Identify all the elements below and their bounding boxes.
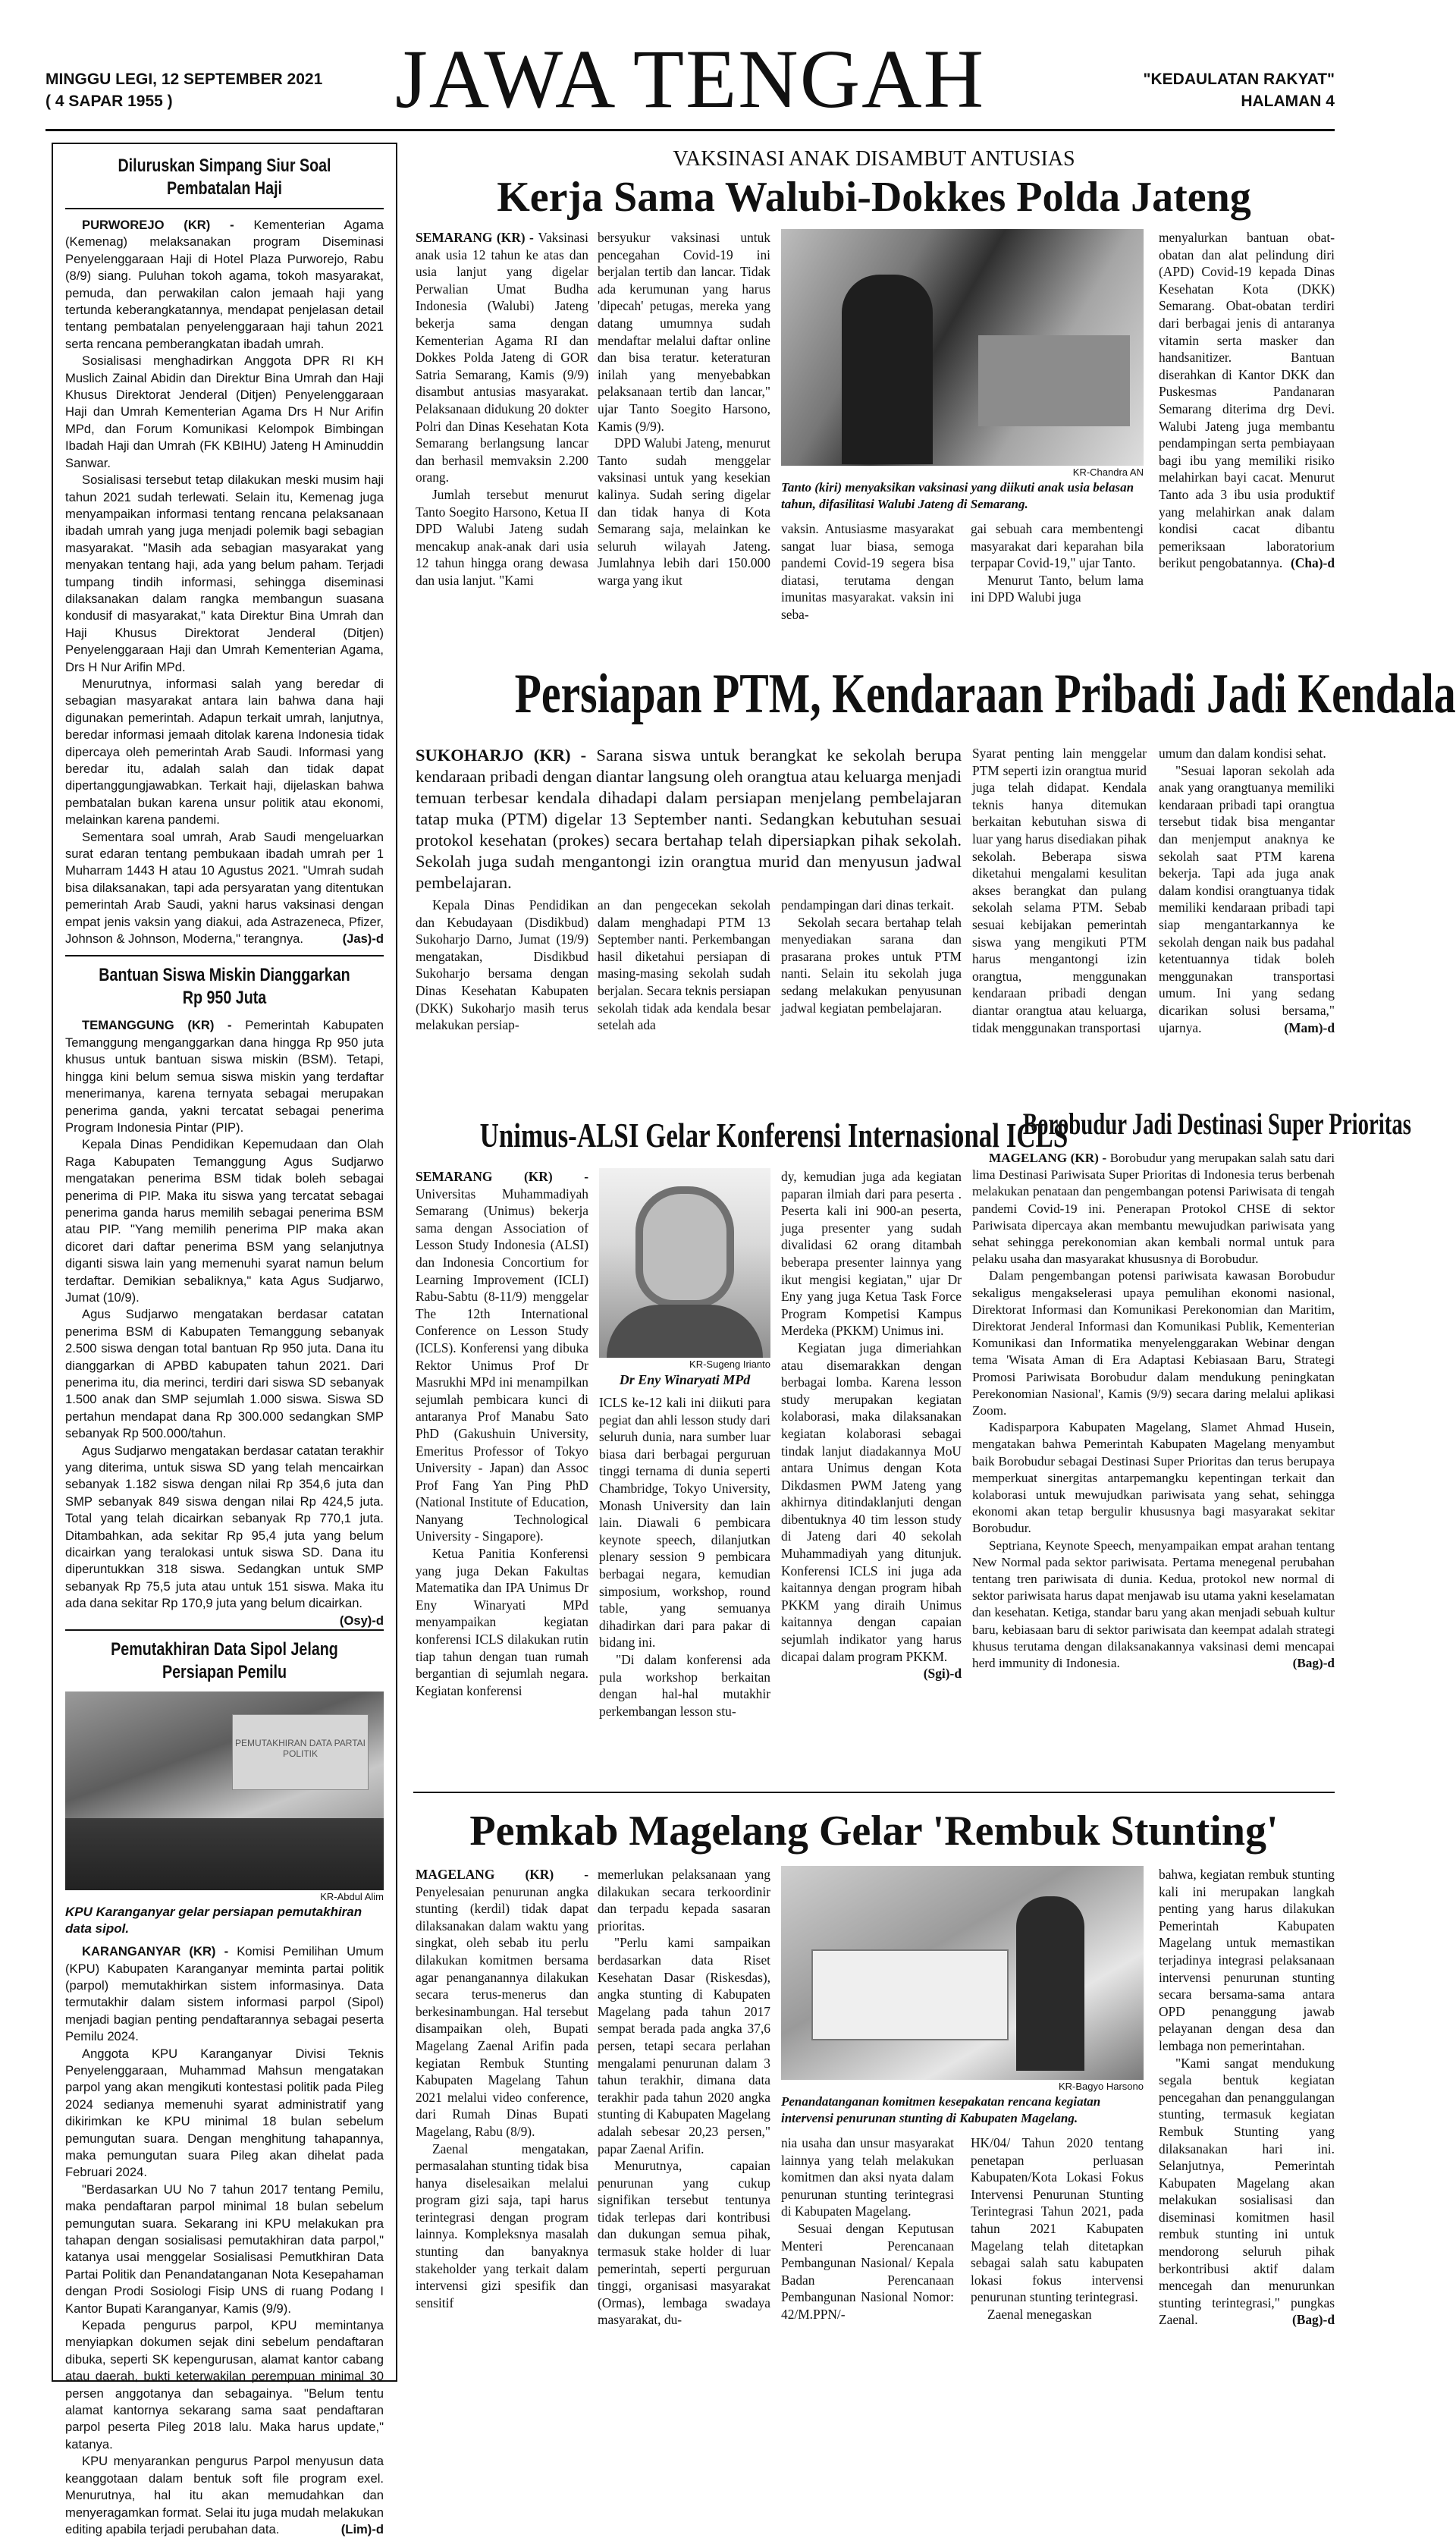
story-bsm-headline: Bantuan Siswa Miskin Dianggarkan Rp 950 Juta [99, 965, 350, 1009]
masthead-date-hijri: ( 4 SAPAR 1955 ) [46, 93, 173, 110]
story-bsm-para: TEMANGGUNG (KR) - Pemerintah Kabupaten Temanggung menganggarkan dana hingga Rp 950 juta khusus untuk bantuan siswa miskin (BSM). Tetapi, hingga kini belum semua siswa miskin yang terdaftar menerimanya, karena ternyata sebagai merupakan penerima ganda, yakni tercatat sebagai penerima Program Indonesia Pintar (PIP). [65, 1018, 384, 1135]
photo-banner: PEMUTAKHIRAN DATA PARTAI POLITIK [232, 1714, 369, 1790]
story-sipol [65, 1638, 384, 2538]
stunting-col-3: nia usaha dan unsur masyarakat lainnya yang telah melakukan komitmen dan aksi nyata dalam penurunan stunting terintegrasi di Kabupaten Magelang. Sesuai dengan Keputusan Menteri Perencanaan Pembangunan Nasional/ Kepala Badan Perencanaan Pembangunan Nasional Nomor: 42/M.PPN/- [781, 2135, 954, 2322]
stunting-col-1: MAGELANG (KR) - Penyelesaian penurunan angka stunting (kerdil) tidak dapat dilaksanakan dalam waktu yang singkat, oleh sebab itu perlu dilakukan komitmen bersama agar penanganannya dilakukan secara terus-menerus dan berkesinambungan. Hal tersebut disampaikan oleh, Bupati Magelang Zaenal Arifin pada kegiatan Rembuk Stunting Kabupaten Magelang Tahun 2021 melalui video conference, dari Rumah Dinas Bupati Magelang, Rabu (8/9). Zaenal mengatakan, permasalahan stunting tidak bisa hanya diselesaikan melalui program gizi saja, tapi harus terintegrasi dengan program lainnya. Kompleksnya masalah stunting dan banyaknya stakeholder yang terkait dalam intervensi gizi spesifik dan sensitif [416, 1867, 588, 2310]
story-haji [65, 155, 384, 947]
photo-person-shape [1016, 1896, 1084, 2071]
walubi-caption: Tanto (kiri) menyaksikan vaksinasi yang diikuti anak usia belasan tahun, difasilitasi Walubi Jateng di Semarang. [781, 480, 1134, 511]
story-sipol-sign: (Lim)-d [340, 2521, 384, 2536]
photo-table-shape [811, 1949, 1009, 2040]
ptm-headline: Persiapan PTM, Kendaraan Pribadi Jadi Kendala [514, 663, 1456, 725]
story-haji-dateline: PURWOREJO (KR) - [82, 218, 254, 232]
stunting-headline: Pemkab Magelang Gelar 'Rembuk Stunting' [469, 1808, 1279, 1855]
unimus-portrait [599, 1168, 770, 1358]
stunting-dateline: MAGELANG (KR) - [416, 1867, 588, 1882]
ptm-col-2: an dan pengecekan sekolah dalam menghadapi PTM 13 September nanti. Perkembangan hasil diketahui persiapan di masing-masing sekolah sudah berjalan. Secara teknis persiapan sekolah tidak ada kendala besar setelah ada [598, 897, 770, 1033]
portrait-face-shape [635, 1186, 734, 1308]
walubi-headline: Kerja Sama Walubi-Dokkes Polda Jateng [497, 174, 1251, 221]
story-sipol-para: Anggota KPU Karanganyar Divisi Teknis Penyelenggaraan, Muhammad Mahsun mengatakan parpol yang akan mengikuti kontestasi politik pada Pileg 2024 sedianya memenuhi syarat administratif yang dikirimkan ke KPU minimal 18 bulan sebelum pemungutan suara. Dengan menghitung tahapannya, maka pemungutan suara Pileg akan dihelat pada Februari 2024. [65, 2046, 384, 2180]
stunting-under-photo [781, 2134, 1144, 2323]
story-bsm-para: Kepala Dinas Pendidikan Kepemudaan dan Olah Raga Kabupaten Temanggung Agus Sudjarwo mengatakan penerima BSM tidak boleh sebagai penerima di PIP. Maka itu siswa yang tercatat sebagai penerima ganda harus memilih sebagai penerima BSM atau PIP. "Yang memilih penerima PIP maka akan dicoret dari daftar penerima BSM yang selanjutnya diganti siswa lain yang memenuhi syarat namun belum terdaftar. Demikian sebaliknya," kata Agus Sudjarwo, Jumat (10/9). [65, 1137, 384, 1305]
story-haji-para: Menurutnya, informasi salah yang beredar di sebagian masyarakat antara lain bahwa dana haji digunakan pemerintah. Adapun terkait umrah, lanjutnya, beredar informasi jemaah ditolak karena Indonesia tidak dipercaya oleh pemerintah Arab Saudi. Informasi yang beredar itu, adalah salah dan tidak dapat dipertanggungjawabkan. Terkait haji, dijelaskan bahwa pembatalan bukan karena unsur politik atau ekonomi, melainkan karena pandemi. [65, 676, 384, 828]
masthead-rule [46, 129, 1335, 131]
masthead-right-block [1144, 68, 1335, 112]
unimus-photo-block [599, 1168, 770, 1720]
portrait-shoulder-shape [607, 1305, 763, 1358]
walubi-sign: (Cha)-d [1291, 555, 1335, 571]
masthead-page: HALAMAN 4 [1241, 93, 1335, 110]
ptm-lead: SUKOHARJO (KR) - Sarana siswa untuk berangkat ke sekolah berupa kendaraan pribadi dengan diantar langsung oleh orangtua atau keluarga menjadi temuan terbesar kendala dihadapi dalam persiapan menjelang pembelajaran tatap muka (PTM) digelar 13 September nanti. Sedangkan kebutuhan sesuai protokol kesehatan (prokes) secara bertahap telah dipersiapkan pihak sekolah. Sekolah juga sudah mengantongi izin orangtua murid dan menyusun jadwal pembelajaran. [416, 746, 962, 892]
walubi-col-4: gai sebuah cara membentengi masyarakat dari keparahan bila terpapar Covid-19," ujar Tanto. Menurut Tanto, belum lama ini DPD Walubi juga [971, 521, 1144, 605]
walubi-col-2: bersyukur vaksinasi untuk pencegahan Covid-19 ini berjalan tertib dan lancar. Tidak ada kerumunan yang harus 'dipecah' petugas, mereka yang datang umumnya sudah mendaftar melalui daftar online dan bisa teratur. keteraturan inilah yang menyebabkan pelaksanaan tertib dan lancar," ujar Tanto Soegito Harsono, Kamis (9/9). DPD Walubi Jateng, menurut Tanto sudah menggelar vaksinasi untuk yang kesekian kalinya. Sudah sering digelar dan tidak hanya di Kota Semarang saja, melainkan ke seluruh wilayah Jateng. Jumlahnya lebih dari 150.000 warga yang ikut [598, 230, 770, 588]
walubi-photo-block [781, 229, 1144, 624]
story-bsm-para: Agus Sudjarwo mengatakan berdasar catatan terakhir yang diterima, untuk siswa SD yang telah mencairkan sebanyak 1.182 siswa dengan nilai Rp 354,6 juta dan SMP sebanyak 849 siswa dengan nilai Rp 424,5 juta. Total yang telah dicairkan sebanyak Rp 770,1 juta. Ditambahkan, ada sekitar Rp 95,4 juta yang belum dicairkan yang teralokasi untuk siswa SD. Dana itu diperuntukkan 318 siswa. Sedangkan untuk SMP sebanyak Rp 75,5 juta atau untuk 151 siswa. Maka itu ada dana sekitar Rp 170,9 juta yang belum dicairkan. (Osy)-d [65, 1443, 384, 1613]
story-haji-para: PURWOREJO (KR) - Kementerian Agama (Kemenag) melaksanakan program Diseminasi Penyelenggaraan Haji di Hotel Plaza Purworejo, Rabu (8/9) siang. Puluhan tokoh agama, tokoh masyarakat, pemuda, dan perwakilan calon jemaah haji yang tertunda keberangkatannya, mendapat penjelasan detail tentang pembatalan penyelenggaraan haji tahun 2021 serta rencana pemberangkatan ibadah umrah. [65, 218, 384, 351]
borobudur-dateline: MAGELANG (KR) - [989, 1151, 1110, 1165]
stunting-col-4: HK/04/ Tahun 2020 tentang penetapan perluasan Kabupaten/Kota Lokasi Fokus Intervensi Penurunan Stunting Terintegrasi Tahun 2021, pada tahun 2021 Kabupaten Magelang telah ditetapkan sebagai salah satu kabupaten lokasi fokus intervensi penurunan stunting terintegrasi. Zaenal menegaskan [971, 2135, 1144, 2322]
story-sipol-caption: KPU Karanganyar gelar persiapan pemutakhiran data sipol. [65, 1905, 362, 1936]
story-haji-sign: (Jas)-d [342, 931, 384, 947]
photo-crowd-shape [978, 335, 1130, 426]
photo-audience-shape [65, 1818, 384, 1890]
unimus-headline: Unimus-ALSI Gelar Konferensi Internasional ICLS [479, 1116, 1068, 1154]
walubi-kicker: VAKSINASI ANAK DISAMBUT ANTUSIAS [673, 147, 1075, 171]
masthead [46, 30, 1335, 125]
ptm-col-1: Kepala Dinas Pendidikan dan Kebudayaan (Disdikbud) Sukoharjo Darno, Jumat (19/9) mengatakan, Disdikbud Sukoharjo bersama dengan Dinas Kesehatan Kabupaten (DKK) Sukoharjo masih terus melakukan persiap- [416, 897, 588, 1033]
story-sipol-dateline: KARANGANYAR (KR) - [82, 1944, 237, 1959]
ptm-col-5: umum dan dalam kondisi sehat. "Sesuai laporan sekolah ada anak yang orangtuanya memiliki kendaraan pribadi tapi orangtua tersebut tidak bisa mengantar dan menjemput anaknya ke sekolah saat PTM karena bekerja. Tapi ada juga anak dalam kondisi orangtuanya tidak memiliki kendaraan pribadi tapi siap mengantarkannya ke sekolah dengan naik bus padahal ketentuannya tidak boleh menggunakan transportasi umum. Ini yang sedang dicarikan solusi bersama," ujarnya. (Mam)-d [1159, 746, 1335, 1035]
story-sipol-para: KARANGANYAR (KR) - Komisi Pemilihan Umum (KPU) Kabupaten Karanganyar meminta partai politik (parpol) memutakhirkan sistem informasinya. Data termutakhir dalam sistem informasi parpol (Sipol) menjadi bagian penting pendaftarannya sebagai peserta Pemilu 2024. [65, 1944, 384, 2044]
walubi-col-1: SEMARANG (KR) - Vaksinasi anak usia 12 tahun ke atas dan usia lanjut yang digelar Perwalian Umat Budha Indonesia (Walubi) Jateng bekerja sama dengan Kementerian Agama RI dan Dokkes Polda Jateng di GOR Satria Semarang, Kamis (9/9) disambut antusias masyarakat. Pelaksanaan didukung 20 dokter Polri dan Dinas Kesehatan Kota Semarang berlangsung lancar dan berhasil memvaksin 2.200 orang. Jumlah tersebut menurut Tanto Soegito Harsono, Ketua II DPD Walubi Jateng sudah mencakup anak-anak dari usia 12 tahun hingga orang dewasa dan usia lanjut. "Kami [416, 230, 588, 588]
story-sipol-para: Kepada pengurus parpol, KPU memintanya menyiapkan dokumen sejak dini sebelum pendaftaran dibuka, seperti SK kepengurusan, alamat kantor cabang atau daerah, bukti keterwakilan perempuan minimal 30 persen anggotanya dan sebagainya. "Belum tentu alamat kantornya sekarang sama saat pendaftaran parpol peserta Pileg 2018 lalu. Maka harus update," katanya. [65, 2318, 384, 2452]
stunting-col-5: bahwa, kegiatan rembuk stunting kali ini merupakan langkah penting yang harus dilakukan Pemerintah Kabupaten Magelang untuk memastikan terjadinya integrasi pelaksanaan intervensi penurunan stunting secara bersama-sama antara OPD penanggung jawab pelayanan dengan desa dan lembaga non pemerintahan. "Kami sangat mendukung segala bentuk kegiatan pencegahan dan penanggulangan stunting, termasuk kegiatan Rembuk Stunting yang dilaksanakan hari ini. Selanjutnya, Pemerintah Kabupaten Magelang akan melakukan sosialisasi dan diseminasi komitmen hasil rembuk stunting ini untuk mendorong seluruh pihak berkontribusi aktif dalam mencegah dan menurunkan stunting terintegrasi," pungkas Zaenal. (Bag)-d [1159, 1867, 1335, 2328]
story-haji-para: Sementara soal umrah, Arab Saudi mengeluarkan surat edaran tentang pembukaan ibadah umrah per 1 Muharram 1443 H atau 10 Agustus 2021. "Umrah sudah bisa dilaksanakan, tapi ada persyaratan yang ditentukan pemerintah Arab Saudi, yakni harus vaksinasi dengan empat jenis vaksin yang diakui, ada Astrazeneca, Pfizer, Johnson & Johnson, Moderna," terangnya. (Jas)-d [65, 829, 384, 948]
borobudur-sign: (Bag)-d [1292, 1656, 1335, 1671]
stunting-col-2: memerlukan pelaksanaan yang dilakukan secara terkoordinir dan terpadu kepada sasaran prioritas. "Perlu kami sampaikan berdasarkan data Riset Kesehatan Dasar (Riskesdas), angka stunting di Kabupaten Magelang pada tahun 2017 sempat berada pada angka 37,6 persen, tetapi secara perlahan mengalami penurunan dalam 3 tahun terakhir, dimana data terakhir pada tahun 2020 angka stunting di Kabupaten Magelang adalah sebesar 20,23 persen," papar Zaenal Arifin. Menurutnya, capaian penurunan yang cukup signifikan tersebut tentunya tidak terlepas dari kontribusi dan dukungan semua pihak, termasuk stake holder di luar pemerintah, seperti perguruan tinggi, organisasi masyarakat (Ormas), lembaga swadaya masyarakat, du- [598, 1867, 770, 2328]
sidebar-box [52, 143, 397, 2536]
masthead-date: MINGGU LEGI, 12 SEPTEMBER 2021 [46, 71, 323, 88]
stunting-sign: (Bag)-d [1291, 2312, 1335, 2328]
story-bsm [65, 964, 384, 1628]
walubi-photo-credit: KR-Chandra AN [1072, 466, 1144, 478]
stunting-photo [781, 1866, 1144, 2080]
story-bsm-para: Agus Sudjarwo mengatakan berdasar catatan penerima BSM di Kabupaten Temanggung sebanyak 2.500 siswa dengan total bantuan Rp 950 juta. Dana itu dianggarkan di APBD kabupaten tahun 2021. Dari penerima itu, dia merinci, terdiri dari siswa SD sebanyak 1.500 anak dan SMP sejumlah 1.000 siswa. Siswa SD pertahun mendapat dana Rp 300.000 sedangkan SMP sebanyak Rp 500.000/tahun. [65, 1307, 384, 1441]
story-haji-headline: Diluruskan Simpang Siur Soal Pembatalan Haji [118, 155, 331, 199]
masthead-title: JAWA TENGAH [394, 33, 986, 125]
sidebar-divider [65, 955, 384, 956]
ptm-dateline: SUKOHARJO (KR) - [416, 746, 597, 765]
story-sipol-para: KPU menyarankan pengurus Parpol menyusun data keanggotaan dalam bentuk soft file program exel. Menurutnya, hal itu akan memudahkan dan menyeragamkan format. Selai itu juga mudah melakukan editing apabila terjadi perubahan data. (Lim)-d [65, 2453, 384, 2538]
story-haji-rule [65, 208, 384, 209]
masthead-tagline: "KEDAULATAN RAKYAT" [1143, 71, 1335, 88]
stunting-top-rule [413, 1792, 1335, 1793]
stunting-caption: Penandatanganan komitmen kesepakatan rencana kegiatan intervensi penurunan stunting di Kabupaten Magelang. [781, 2094, 1101, 2125]
unimus-col-1: SEMARANG (KR) - Universitas Muhammadiyah Semarang (Unimus) bekerja sama dengan Association of Lesson Study Indonesia (ALSI) dan Indonesia Concortium for Learning Improvement (ICLI) Rabu-Sabtu (8-11/9) menggelar The 12th International Conference on Lesson Study (ICLS). Konferensi yang dibuka Rektor Unimus Prof Dr Masrukhi MPd ini menampilkan sejumlah pembicara kunci di antaranya Prof Manabu Sato PhD (Gakushuin University, Emeritus Professor of Tokyo University - Japan) dan Assoc Prof Fang Yan Ping PhD (National Institute of Education, Nanyang Technological University - Singapore). Ketua Panitia Konferensi yang juga Dekan Fakultas Matematika dan IPA Unimus Dr Eny Winaryati MPd menyampaikan kegiatan konferensi ICLS dilakukan rutin tiap tahun dengan tuan rumah bergantian di sejumlah negara. Kegiatan konferensi [416, 1169, 588, 1698]
walubi-photo [781, 229, 1144, 466]
borobudur-body: MAGELANG (KR) - Borobudur yang merupakan salah satu dari lima Destinasi Pariwisata Super Prioritas di Indonesia terus berbenah melakukan penataan dan pengembangan potensi Pariwisata di tengah pandemi Covid-19 ini. Penerapan Protokol CHSE di sektor Pariwisata dipercaya akan membantu mewujudkan pariwisata yang sehat sehingga perekonomian akan kembali normal untuk para pelaku usaha dan masyarakat khususnya di Borobudur. Dalam pengembangan potensi pariwisata kawasan Borobudur sekaligus mengakselerasi upaya pemulihan ekonomi nasional, Direktorat Informasi dan Komunikasi Perekonomian dan Maritim, Direktorat Jenderal Informasi dan Komunikasi Publik, Kementerian Komunikasi dan Informatika menyelenggarakan Webinar dengan tema 'Wisata Aman di Era Adaptasi Kebiasaan Baru, Strategi Promosi Pariwisata Borobudur dalam mendukung peningkatan Perekonomian Nasional', Kamis (9/9) secara daring melalui aplikasi Zoom. Kadisparpora Kabupaten Magelang, Slamet Ahmad Husein, mengatakan bahwa Pemerintah Kabupaten Magelang menyambut baik Borobudur sebagai Destinasi Super Prioritas dan terus berupaya memperkuat sinergitas antarpemangku kepentingan terkait dan kolaborasi untuk mewujudkan pariwisata yang sehat, sehingga ekonomi akan tetap bergulir khususnya bagi masyarakat sekitar Borobudur. Septriana, Keynote Speech, menyampaikan empat arahan tentang New Normal pada sektor pariwisata. Pertama menegenal perubahan tentang tren pariwisata di dunia. Kedua, protokol new normal di sektor pariwisata harus dapat menjawab isu utama yakni keselamatan dan kesehatan. Ketiga, standar baru yang akan menjadi sebuah kultur baru, kebiasaan baru di sektor pariwisata dan keempat adalah strategi khusus terutama dengan dilaksanakannya vaksinasi demi mencapai herd immunity di Indonesia. (Bag)-d [972, 1150, 1335, 1672]
unimus-col-2: ICLS ke-12 kali ini diikuti para pegiat dan ahli lesson study dari seluruh dunia, nara sumber luar biasa dari berbagai perguruan tinggi ternama di dunia seperti Chambridge, Tokyo University, Monash University dan lain lain. Diawali 6 pembicara keynote speech, dilanjutkan plenary session 9 pembicara berbagai negara, kemudian simposium, workshop, round table, yang semuanya dihadirkan dari para pakar di bidang ini. "Di dalam konferensi ada pula workshop berkaitan dengan hal-hal mutakhir perkembangan lesson stu- [599, 1395, 770, 1719]
story-haji-para: Sosialisasi menghadirkan Anggota DPR RI KH Muslich Zainal Abidin dan Direktur Bina Umrah dan Haji Khusus Direktorat Jenderal (Ditjen) Penyelenggaraan Haji dan Umrah Kementerian Agama Drs H Nur Arifin MPd, dan Forum Komunikasi Kelompok Bimbingan Ibadah Haji dan Umrah (FK KBIHU) Jateng H Aminuddin Sanwar. [65, 353, 384, 470]
ptm-sign: (Mam)-d [1284, 1019, 1335, 1035]
story-bsm-sign: (Osy)-d [339, 1613, 384, 1628]
story-sipol-photo-credit: KR-Abdul Alim [320, 1891, 384, 1903]
story-haji-para: Sosialisasi tersebut tetap dilakukan meski musim haji tahun 2021 sudah terlewati. Selain itu, Kemenag juga menyampaikan informasi tentang rencana pelaksanaan ibadah umrah yang juga menjadi polemik bagi sebagian masyarakat. "Masih ada sebagian masyarakat yang menyakan tentang haji, ada yang belum paham. Terjadi tumpang tindih informasi, sehingga diseminasi dilaksanakan dalam rangka membangun suasana kondusif di masyarakat," kata Direktur Bina Umrah dan Haji Khusus Direktorat Jenderal (Ditjen) Penyelenggaraan Haji dan Umrah Kementerian Agama, Drs H Nur Arifin MPd. [65, 473, 384, 674]
story-sipol-para: "Berdasarkan UU No 7 tahun 2017 tentang Pemilu, maka pendaftaran parpol minimal 18 bulan sebelum pemungutan suara. Sekarang ini KPU melakukan pra tahapan dengan sosialisasi pemutakhiran data parpol," katanya usai menggelar Sosialisasi Pemutkhiran Data Partai Politik dan Penandatanganan Nota Kesepahaman dengan Prodi Sosiologi Fisip UNS di ruang Podang I Kantor Bupati Karanganyar, Kamis (9/9). [65, 2181, 384, 2316]
walubi-col-5: menyalurkan bantuan obat-obatan dan alat pelindung diri (APD) Covid-19 kepada Dinas Kesehatan Kota (DKK) Semarang. Obat-obatan terdiri dari berbagai jenis di antaranya vitamin serta masker dan handsanitizer. Bantuan diserahkan di Kantor DKK dan Puskesmas Pandanaran Semarang diterima drg Devi. Walubi Jateng juga membantu pendampingan serta pembiayaan bagi ibu yang memiliki risiko melahirkan bayi cacat. Menurut Tanto ada 3 ibu usia produktif yang melahirkan anak dalam kondisi cacat dibantu pemeriksaan laboratorium berikut pengobatannya. (Cha)-d [1159, 230, 1335, 571]
unimus-photo-credit: KR-Sugeng Irianto [689, 1359, 770, 1370]
walubi-under-photo [781, 520, 1144, 624]
photo-person-shape [842, 275, 933, 464]
story-sipol-photo [65, 1691, 384, 1890]
walubi-dateline: SEMARANG (KR) - [416, 230, 538, 245]
unimus-sign: (Sgi)-d [923, 1666, 962, 1682]
ptm-col-4: Syarat penting lain menggelar PTM seperti izin orangtua murid juga telah didapat. Kendala teknis hanya ditemukan berkaitan kebutuhan siswa di luar yang harus disediakan pihak sekolah. Beberapa siswa diketahui mengalami kesulitan akses berangkat dan pulang sekolah selama PTM. Sebab sesuai kebijakan pemerintah siswa yang mengikuti PTM harus mengantongi izin orangtua, menggunakan kendaraan pribadi dengan diantar orangtua atau keluarga, tidak menggunakan transportasi [972, 746, 1147, 1035]
unimus-caption: Dr Eny Winaryati MPd [619, 1372, 751, 1387]
stunting-photo-credit: KR-Bagyo Harsono [1059, 2081, 1144, 2092]
ptm-col-3: pendampingan dari dinas terkait. Sekolah secara bertahap telah menyediakan sarana dan prasarana prokes untuk PTM nanti. Selain itu sekolah juga sedang melakukan penyusunan jadwal kegiatan pembelajaran. [781, 897, 962, 1016]
story-bsm-dateline: TEMANGGUNG (KR) - [82, 1018, 246, 1033]
story-sipol-headline: Pemutakhiran Data Sipol Jelang Persiapan Pemilu [111, 1639, 338, 1683]
borobudur-headline: Borobudur Jadi Destinasi Super Prioritas [1022, 1107, 1412, 1141]
unimus-dateline: SEMARANG (KR) - [416, 1169, 588, 1184]
unimus-col-3: dy, kemudian juga ada kegiatan paparan ilmiah dari para peserta . Peserta kali ini 900-an peserta, juga presenter yang sudah divalidasi 62 orang ditambah beberapa presenter lainnya yang ikut mengisi kegiatan," ujar Dr Eny yang juga Ketua Task Force Program Kompetisi Kampus Merdeka (PKKM) Unimus ini. Kegiatan juga dimeriahkan atau disemarakkan dengan berbagai lomba. Karena lesson study merupakan kegiatan kolaborasi, maka dilaksanakan kegiatan kolaborasi sebagai tindak lanjut diadakannya MoU antara Unimus dengan Kota Dikdasmen PWM Jateng yang akhirnya ditindaklanjuti dengan dibentuknya 40 tim lesson study di Jateng dari 40 sekolah Muhammadiyah yang ditunjuk. Konferensi ICLS ini juga ada kaitannya dengan program hibah PKKM yang diraih Unimus kaitannya dengan capaian sejumlah indikator yang harus dicapai dalam program PKKM. (Sgi)-d [781, 1169, 962, 1682]
walubi-col-3: vaksin. Antusiasme masyarakat sangat luar biasa, semoga pandemi Covid-19 segera bisa diatasi, terutama dengan imunitas masyarakat. vaksin ini seba- [781, 521, 954, 622]
stunting-photo-block [781, 1866, 1144, 2323]
sidebar-divider [65, 1629, 384, 1631]
